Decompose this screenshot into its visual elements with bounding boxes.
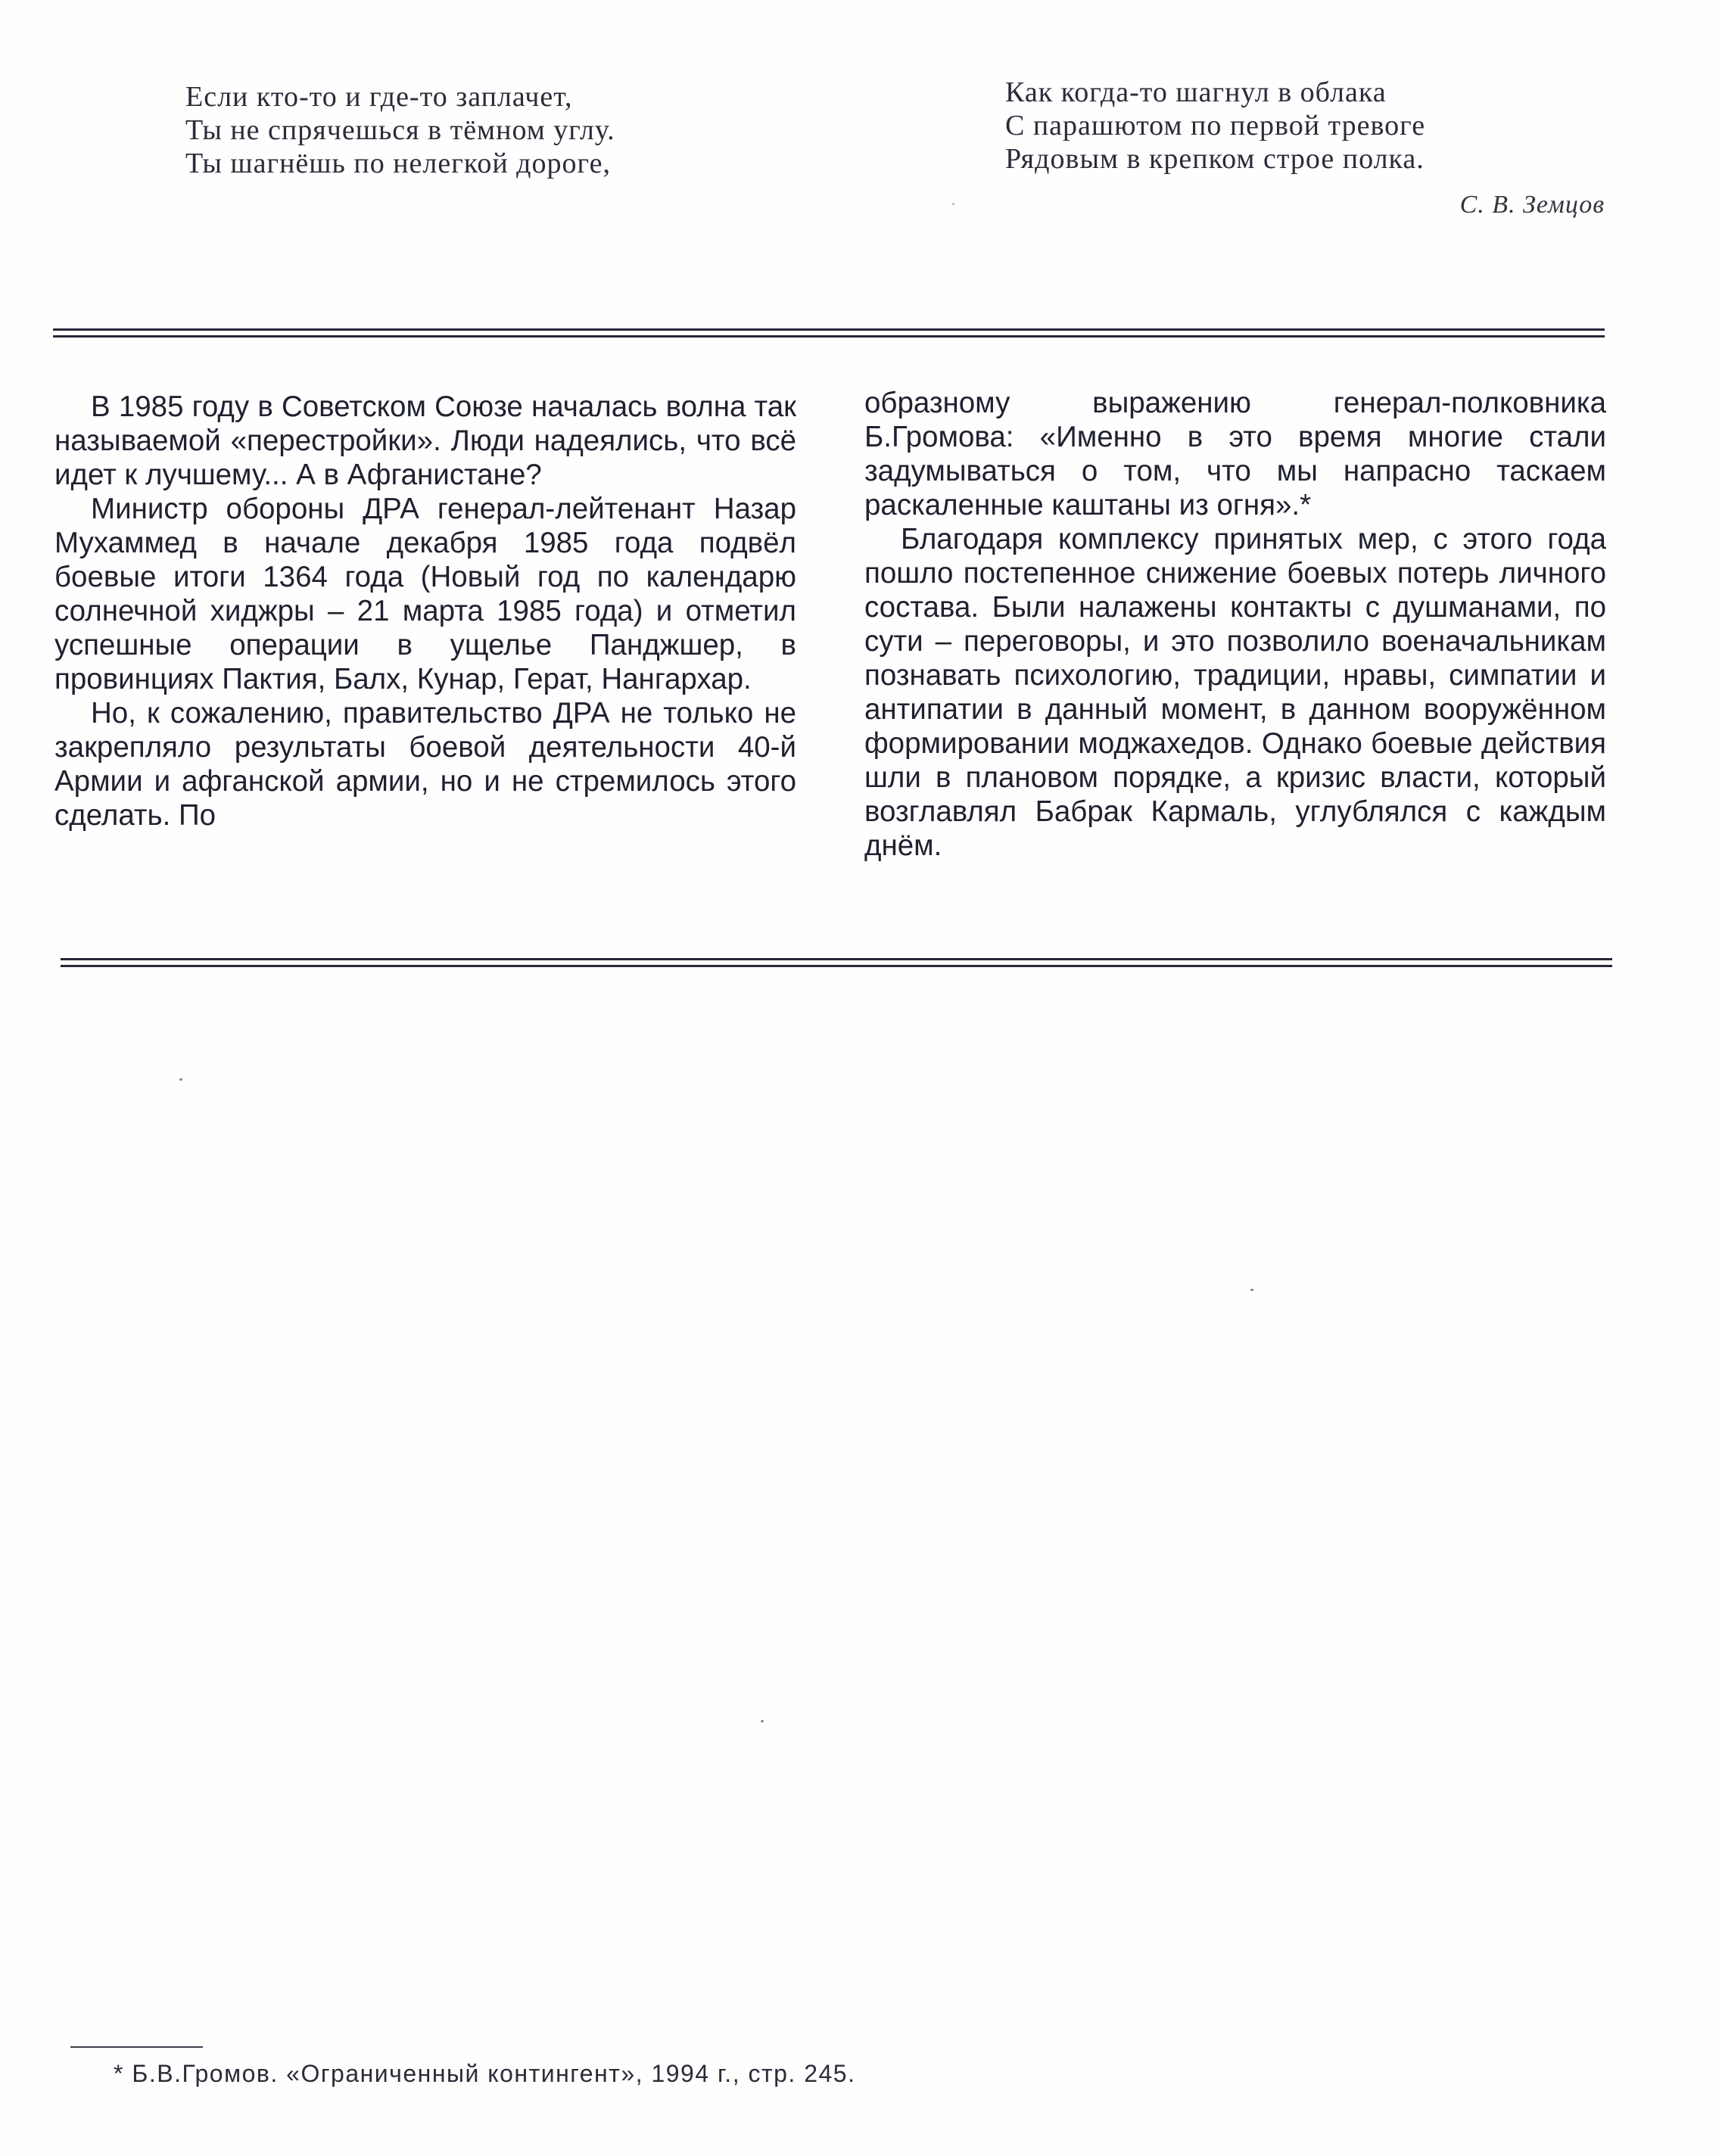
section-divider-top bbox=[53, 328, 1605, 338]
footnote: * Б.В.Громов. «Ограниченный контингент», 1994 г., стр. 245. bbox=[114, 2060, 856, 2087]
scan-speck bbox=[179, 1078, 182, 1081]
poem-author: С. В. Земцов bbox=[1459, 191, 1605, 219]
scan-speck bbox=[1250, 1289, 1253, 1291]
poem-right-stanza bbox=[1005, 76, 1425, 176]
footnote-divider bbox=[70, 2046, 203, 2048]
article-paragraph: В 1985 году в Советском Союзе началась волна так называемой «перестройки». Люди надеялись, что всё идет к лучшему... А в Афганистане? bbox=[54, 390, 796, 491]
poem-line: С парашютом по первой тревоге bbox=[1005, 110, 1426, 142]
scan-speck bbox=[761, 1720, 764, 1722]
poem-line: Ты не спрячешься в тёмном углу. bbox=[185, 114, 615, 146]
poem-left-stanza bbox=[185, 80, 615, 180]
article-right-column bbox=[864, 386, 1606, 863]
article-paragraph: образному выражению генерал-полковника Б.Громова: «Именно в это время многие стали задумываться о том, что мы напрасно таскаем раскаленные каштаны из огня».* bbox=[864, 387, 1606, 521]
article-left-column bbox=[54, 390, 796, 832]
poem-line: Если кто-то и где-то заплачет, bbox=[185, 81, 573, 113]
article-paragraph: Министр обороны ДРА генерал-лейтенант Назар Мухаммед в начале декабря 1985 года подвёл боевые итоги 1364 года (Новый год по календарю солнечной хиджры – 21 марта 1985 года) и отметил успешные операции в ущелье Панджшер, в провинциях Пактия, Балх, Кунар, Герат, Нангархар. bbox=[54, 493, 796, 695]
poem-line: Рядовым в крепком строе полка. bbox=[1005, 143, 1425, 175]
poem-line: Ты шагнёшь по нелегкой дороге, bbox=[185, 148, 611, 179]
article-paragraph: Благодаря комплексу принятых мер, с этого года пошло постепенное снижение боевых потерь личного состава. Были налажены контакты с душманами, по сути – переговоры, и это позволило военачальникам познавать психологию, традиции, нравы, симпатии и антипатии в данный момент, в данном вооружённом формировании моджахедов. Однако боевые действия шли в плановом порядке, а кризис власти, который возглавлял Бабрак Кармаль, углублялся с каждым днём. bbox=[864, 523, 1606, 862]
article-paragraph: Но, к сожалению, правительство ДРА не только не закрепляло результаты боевой деятельности 40-й Армии и афганской армии, но и не стремилось этого сделать. По bbox=[54, 697, 796, 832]
poem-line: Как когда-то шагнул в облака bbox=[1005, 76, 1387, 108]
scan-speck bbox=[952, 203, 954, 205]
section-divider-bottom bbox=[61, 958, 1612, 967]
